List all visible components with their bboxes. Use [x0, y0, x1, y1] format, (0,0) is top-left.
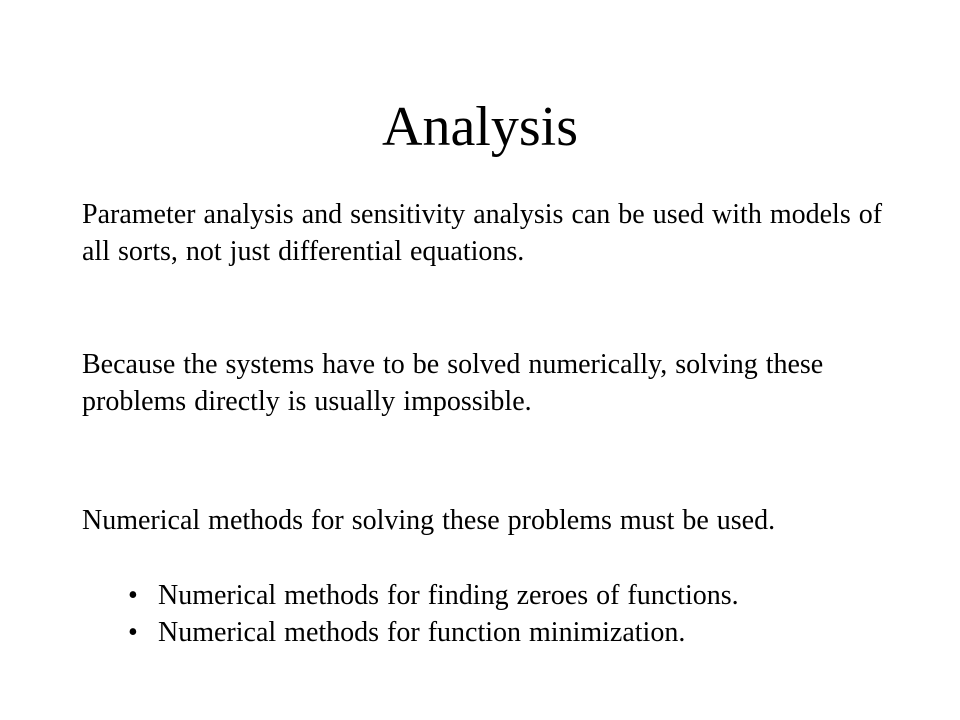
- bullet-item: [128, 577, 908, 614]
- bullet-icon: •: [128, 580, 138, 611]
- bullet-list: [128, 577, 908, 651]
- paragraph-numerical-methods: Numerical methods for solving these problems must be used.: [82, 505, 776, 536]
- bullet-item: [128, 614, 908, 651]
- bullet-icon: •: [128, 617, 138, 648]
- paragraph-numerical-solving: Because the systems have to be solved numerically, solving these problems directly is usually impossible.: [82, 349, 824, 417]
- paragraph-parameter-analysis: Parameter analysis and sensitivity analysis can be used with models of all sorts, not just differential equations.: [82, 199, 883, 267]
- bullet-text: Numerical methods for function minimization.: [158, 617, 686, 648]
- bullet-text: Numerical methods for finding zeroes of functions.: [158, 580, 739, 611]
- slide-title: Analysis: [382, 96, 578, 158]
